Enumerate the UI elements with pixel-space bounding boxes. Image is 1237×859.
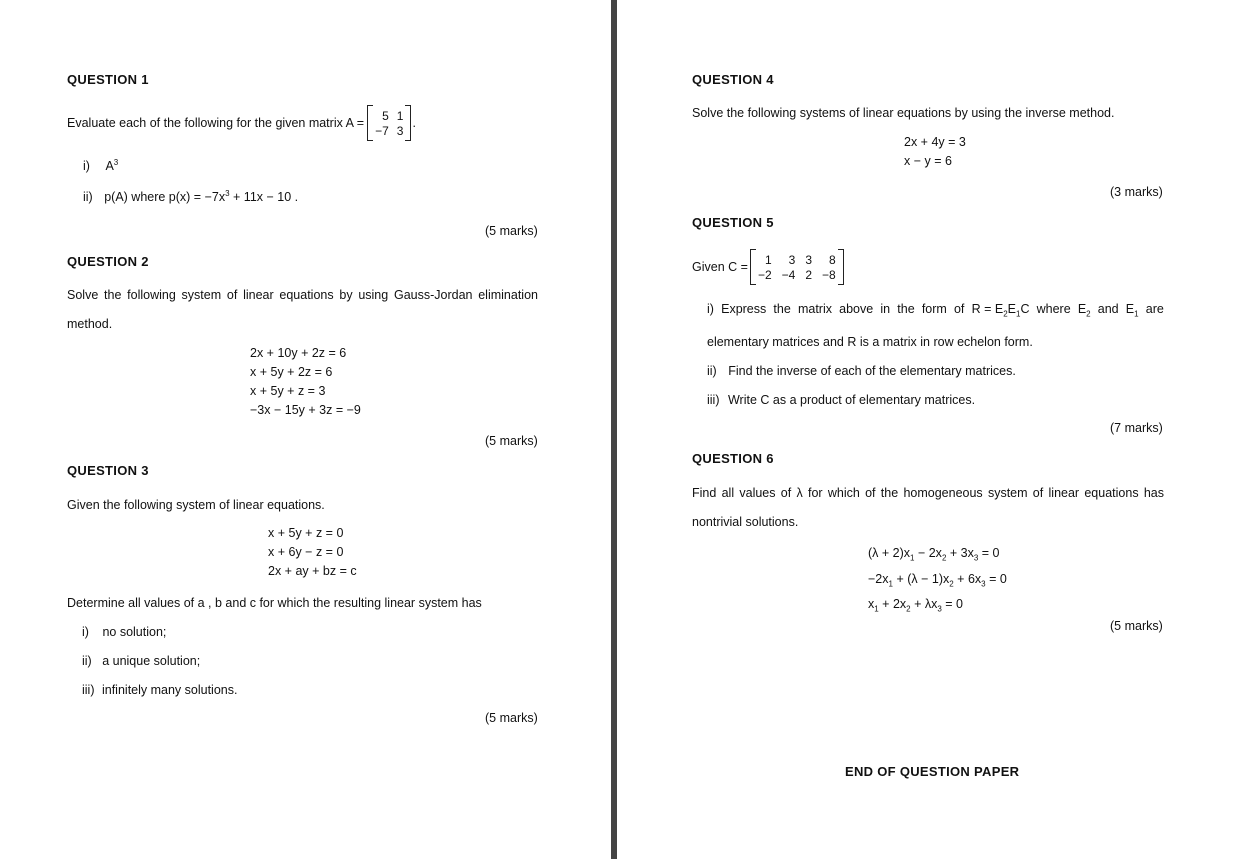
- page-divider: [611, 0, 617, 859]
- matrix-cell: 2: [805, 267, 812, 282]
- equation: 2x + 10y + 2z = 6: [250, 346, 347, 360]
- item-text: infinitely many solutions.: [101, 683, 238, 697]
- matrix-cell: 3: [788, 252, 796, 267]
- equation: 2x + ay + bz = c: [268, 564, 357, 578]
- word: matrix: [797, 302, 832, 316]
- question-5-item-ii: [707, 364, 1016, 378]
- question-6-title: QUESTION 6: [692, 451, 774, 466]
- word: where: [1036, 302, 1071, 316]
- question-6-line-2: nontrivial solutions.: [692, 515, 799, 529]
- word: the: [897, 302, 915, 316]
- subscript: 2: [1003, 309, 1008, 319]
- superscript: 3: [225, 189, 230, 198]
- item-number: iii): [82, 683, 95, 697]
- matrix-cell: 3: [805, 252, 812, 267]
- equation: 2x + 4y = 3: [904, 135, 966, 149]
- equation: −3x − 15y + 3z = −9: [250, 403, 361, 417]
- equation: x + 5y + z = 3: [250, 384, 326, 398]
- question-3-intro: Given the following system of linear equations.: [67, 498, 325, 512]
- word: Express: [721, 302, 767, 316]
- question-2-marks: (5 marks): [485, 434, 538, 448]
- question-2-title: QUESTION 2: [67, 254, 149, 269]
- item-text: p(A) where p(x) = −7x: [104, 190, 226, 205]
- word: of: [953, 302, 965, 316]
- matrix-cell: 5: [382, 108, 389, 123]
- item-number: ii): [82, 654, 92, 668]
- word: in: [880, 302, 891, 316]
- question-3-determine: Determine all values of a , b and c for which the resulting linear system has: [67, 596, 482, 610]
- question-4-marks: (3 marks): [1110, 185, 1163, 199]
- question-3-item-ii: [82, 654, 200, 668]
- question-4-equations: [904, 133, 966, 171]
- item-number: ii): [707, 364, 717, 378]
- question-3-title: QUESTION 3: [67, 463, 149, 478]
- item-number: iii): [707, 393, 720, 407]
- superscript: 3: [113, 158, 119, 167]
- question-5-item-iii: [707, 393, 975, 407]
- item-number: i): [82, 625, 89, 639]
- question-5-marks: (7 marks): [1110, 421, 1163, 435]
- item-text: + 11x − 10 .: [229, 190, 299, 205]
- matrix-cell: 8: [829, 252, 836, 267]
- question-5-given: [692, 249, 844, 285]
- matrix-cell: 3: [396, 123, 404, 138]
- word: form: [921, 302, 947, 316]
- equation: x + 5y + 2z = 6: [250, 365, 333, 379]
- item-text: A: [105, 159, 114, 174]
- question-1-intro-text: Evaluate each of the following for the given matrix A =: [67, 116, 365, 130]
- equation: x + 5y + z = 0: [268, 526, 344, 540]
- question-6-equations: [868, 543, 1007, 620]
- matrix-cell: −7: [375, 123, 389, 138]
- item-text: a unique solution;: [102, 654, 201, 668]
- matrix-c: [750, 249, 844, 285]
- question-3-equations: [268, 524, 357, 581]
- question-6-marks: (5 marks): [1110, 619, 1163, 633]
- word: above: [839, 302, 874, 316]
- formula: $E_1$: [1125, 302, 1139, 319]
- equation: $-2x_1 + (\lambda - 1)x_2 + 6x_3 = 0$: [868, 571, 1007, 588]
- subscript: 2: [1086, 309, 1091, 319]
- question-5-item-i-line-2: elementary matrices and R is a matrix in row echelon form.: [707, 335, 1033, 349]
- end-of-paper: END OF QUESTION PAPER: [845, 764, 1020, 779]
- question-3-item-i: [82, 625, 166, 639]
- item-number: ii): [83, 190, 93, 205]
- matrix-cell: 1: [396, 108, 404, 123]
- equation: x + 6y − z = 0: [268, 545, 344, 559]
- question-2-line-2: method.: [67, 317, 113, 331]
- item-number: i): [707, 302, 714, 316]
- subscript: 1: [1015, 309, 1021, 319]
- equation: $(\lambda + 2)x_1 - 2x_2 + 3x_3 = 0$: [868, 546, 1000, 563]
- word: the: [773, 302, 791, 316]
- matrix-cell: −8: [822, 267, 836, 282]
- word: and: [1097, 302, 1119, 316]
- formula: $E_2$: [1077, 302, 1091, 319]
- given-text: Given C =: [692, 260, 748, 274]
- question-2-equations: [250, 344, 361, 420]
- question-5-title: QUESTION 5: [692, 215, 774, 230]
- question-4-title: QUESTION 4: [692, 72, 774, 87]
- matrix-cell: −4: [781, 267, 796, 282]
- item-text: no solution;: [102, 625, 167, 639]
- equation: x − y = 6: [904, 154, 952, 168]
- question-5-item-i: [707, 302, 1164, 319]
- formula: $R = E_2E_1C$: [971, 302, 1030, 319]
- item-text: Find the inverse of each of the elementary matrices.: [728, 364, 1016, 378]
- item-text: Write C as a product of elementary matrices.: [727, 393, 976, 407]
- equation: $x_1 + 2x_2 + \lambda x_3 = 0$: [868, 597, 964, 614]
- matrix-a: [367, 105, 411, 141]
- matrix-cell: 1: [764, 252, 772, 267]
- question-1-title: QUESTION 1: [67, 72, 149, 87]
- question-4-intro: Solve the following systems of linear equations by using the inverse method.: [692, 106, 1115, 120]
- question-3-item-iii: [82, 683, 237, 697]
- question-1-item-ii: [83, 189, 298, 204]
- question-1-intro: Evaluate each of the following for the given matrix A = 5 1 −7 3 .: [67, 105, 416, 141]
- question-2-line-1: Solve the following system of linear equations by using Gauss-Jordan elimination: [67, 288, 538, 302]
- item-number: i): [83, 159, 90, 174]
- question-3-marks: (5 marks): [485, 711, 538, 725]
- question-6-line-1: Find all values of λ for which of the homogeneous system of linear equations has: [692, 486, 1164, 500]
- question-1-item-i: [83, 158, 118, 173]
- word: are: [1145, 302, 1164, 316]
- matrix-cell: −2: [757, 267, 772, 282]
- question-1-marks: (5 marks): [485, 224, 538, 238]
- subscript: 1: [1134, 309, 1139, 319]
